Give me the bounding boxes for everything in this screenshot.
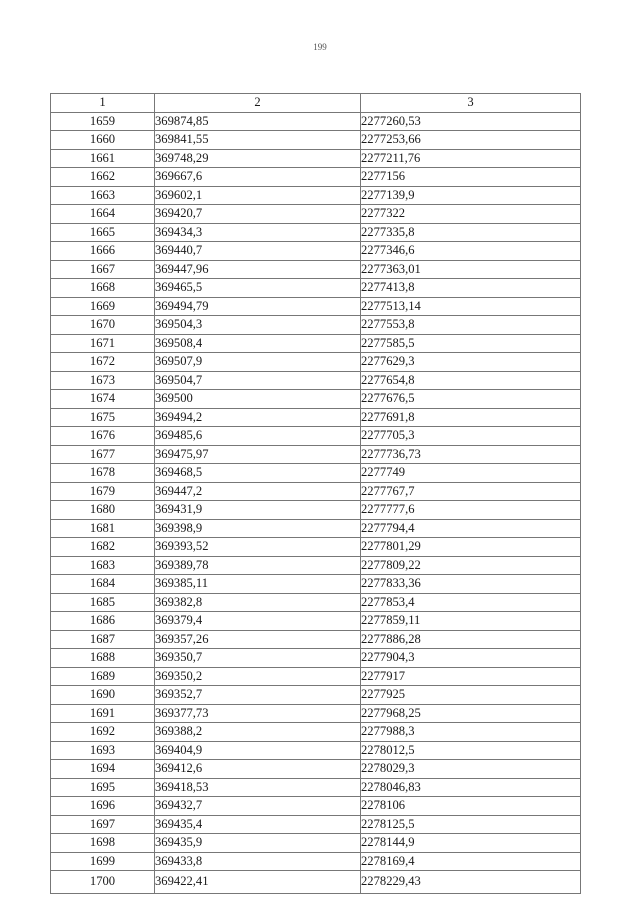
table-row xyxy=(51,390,581,409)
point-number-cell: 1685 xyxy=(51,593,155,612)
point-number-cell: 1670 xyxy=(51,316,155,335)
point-number-cell: 1672 xyxy=(51,353,155,372)
point-number-cell: 1676 xyxy=(51,427,155,446)
point-number-cell: 1662 xyxy=(51,168,155,187)
y-coordinate-cell: 2277853,4 xyxy=(361,593,581,612)
table-row xyxy=(51,797,581,816)
y-coordinate-cell: 2277139,9 xyxy=(361,186,581,205)
point-number-cell: 1665 xyxy=(51,223,155,242)
table-row xyxy=(51,260,581,279)
y-coordinate-cell: 2277691,8 xyxy=(361,408,581,427)
table-row xyxy=(51,408,581,427)
y-coordinate-cell: 2277585,5 xyxy=(361,334,581,353)
x-coordinate-cell: 369465,5 xyxy=(155,279,361,298)
point-number-cell: 1686 xyxy=(51,612,155,631)
table-header-row xyxy=(51,94,581,113)
point-number-cell: 1691 xyxy=(51,704,155,723)
y-coordinate-cell: 2278106 xyxy=(361,797,581,816)
y-coordinate-cell: 2278144,9 xyxy=(361,834,581,853)
point-number-cell: 1667 xyxy=(51,260,155,279)
table-row xyxy=(51,482,581,501)
y-coordinate-cell: 2277211,76 xyxy=(361,149,581,168)
point-number-cell: 1698 xyxy=(51,834,155,853)
point-number-cell: 1679 xyxy=(51,482,155,501)
table-row xyxy=(51,371,581,390)
page-number: 199 xyxy=(313,42,327,52)
table-row xyxy=(51,852,581,871)
y-coordinate-cell: 2277346,6 xyxy=(361,242,581,261)
point-number-cell: 1696 xyxy=(51,797,155,816)
point-number-cell: 1694 xyxy=(51,760,155,779)
x-coordinate-cell: 369447,96 xyxy=(155,260,361,279)
table-row xyxy=(51,168,581,187)
point-number-cell: 1674 xyxy=(51,390,155,409)
table-row xyxy=(51,131,581,150)
x-coordinate-cell: 369841,55 xyxy=(155,131,361,150)
x-coordinate-cell: 369422,41 xyxy=(155,871,361,894)
x-coordinate-cell: 369420,7 xyxy=(155,205,361,224)
y-coordinate-cell: 2277925 xyxy=(361,686,581,705)
point-number-cell: 1699 xyxy=(51,852,155,871)
table-row xyxy=(51,871,581,894)
table-row xyxy=(51,186,581,205)
table-row xyxy=(51,242,581,261)
x-coordinate-cell: 369507,9 xyxy=(155,353,361,372)
y-coordinate-cell: 2278125,5 xyxy=(361,815,581,834)
point-number-cell: 1677 xyxy=(51,445,155,464)
y-coordinate-cell: 2277968,25 xyxy=(361,704,581,723)
point-number-cell: 1675 xyxy=(51,408,155,427)
table-row xyxy=(51,112,581,131)
y-coordinate-cell: 2277253,66 xyxy=(361,131,581,150)
y-coordinate-cell: 2277749 xyxy=(361,464,581,483)
table-row xyxy=(51,501,581,520)
y-coordinate-cell: 2277801,29 xyxy=(361,538,581,557)
x-coordinate-cell: 369504,3 xyxy=(155,316,361,335)
table-row xyxy=(51,612,581,631)
point-number-cell: 1700 xyxy=(51,871,155,894)
point-number-cell: 1690 xyxy=(51,686,155,705)
x-coordinate-cell: 369468,5 xyxy=(155,464,361,483)
point-number-cell: 1661 xyxy=(51,149,155,168)
table-row xyxy=(51,205,581,224)
table-row xyxy=(51,649,581,668)
y-coordinate-cell: 2277809,22 xyxy=(361,556,581,575)
x-coordinate-cell: 369404,9 xyxy=(155,741,361,760)
x-coordinate-cell: 369447,2 xyxy=(155,482,361,501)
y-coordinate-cell: 2277363,01 xyxy=(361,260,581,279)
point-number-cell: 1664 xyxy=(51,205,155,224)
x-coordinate-cell: 369667,6 xyxy=(155,168,361,187)
table-row xyxy=(51,297,581,316)
point-number-cell: 1683 xyxy=(51,556,155,575)
y-coordinate-cell: 2278029,3 xyxy=(361,760,581,779)
y-coordinate-cell: 2277413,8 xyxy=(361,279,581,298)
table-row xyxy=(51,760,581,779)
table-row xyxy=(51,834,581,853)
y-coordinate-cell: 2277767,7 xyxy=(361,482,581,501)
table-row xyxy=(51,353,581,372)
x-coordinate-cell: 369874,85 xyxy=(155,112,361,131)
x-coordinate-cell: 369435,4 xyxy=(155,815,361,834)
x-coordinate-cell: 369602,1 xyxy=(155,186,361,205)
point-number-cell: 1678 xyxy=(51,464,155,483)
x-coordinate-cell: 369393,52 xyxy=(155,538,361,557)
x-coordinate-cell: 369385,11 xyxy=(155,575,361,594)
x-coordinate-cell: 369389,78 xyxy=(155,556,361,575)
x-coordinate-cell: 369350,2 xyxy=(155,667,361,686)
point-number-cell: 1681 xyxy=(51,519,155,538)
table-row xyxy=(51,741,581,760)
y-coordinate-cell: 2277654,8 xyxy=(361,371,581,390)
point-number-cell: 1689 xyxy=(51,667,155,686)
x-coordinate-cell: 369494,79 xyxy=(155,297,361,316)
y-coordinate-cell: 2278012,5 xyxy=(361,741,581,760)
point-number-cell: 1680 xyxy=(51,501,155,520)
x-coordinate-cell: 369475,97 xyxy=(155,445,361,464)
y-coordinate-cell: 2277322 xyxy=(361,205,581,224)
x-coordinate-cell: 369435,9 xyxy=(155,834,361,853)
x-coordinate-cell: 369494,2 xyxy=(155,408,361,427)
x-coordinate-cell: 369434,3 xyxy=(155,223,361,242)
table-row xyxy=(51,556,581,575)
table-row xyxy=(51,778,581,797)
y-coordinate-cell: 2277794,4 xyxy=(361,519,581,538)
y-coordinate-cell: 2278169,4 xyxy=(361,852,581,871)
table-body xyxy=(51,112,581,894)
table-row xyxy=(51,316,581,335)
table-row xyxy=(51,723,581,742)
table-row xyxy=(51,334,581,353)
x-coordinate-cell: 369431,9 xyxy=(155,501,361,520)
y-coordinate-cell: 2277629,3 xyxy=(361,353,581,372)
point-number-cell: 1671 xyxy=(51,334,155,353)
coordinates-table xyxy=(50,93,581,894)
table-row xyxy=(51,593,581,612)
table-row xyxy=(51,519,581,538)
point-number-cell: 1692 xyxy=(51,723,155,742)
x-coordinate-cell: 369748,29 xyxy=(155,149,361,168)
x-coordinate-cell: 369388,2 xyxy=(155,723,361,742)
table-row xyxy=(51,464,581,483)
column-header-2: 2 xyxy=(155,94,361,113)
y-coordinate-cell: 2277904,3 xyxy=(361,649,581,668)
point-number-cell: 1659 xyxy=(51,112,155,131)
table-row xyxy=(51,815,581,834)
x-coordinate-cell: 369418,53 xyxy=(155,778,361,797)
point-number-cell: 1668 xyxy=(51,279,155,298)
point-number-cell: 1684 xyxy=(51,575,155,594)
x-coordinate-cell: 369412,6 xyxy=(155,760,361,779)
y-coordinate-cell: 2277917 xyxy=(361,667,581,686)
table-row xyxy=(51,538,581,557)
y-coordinate-cell: 2277777,6 xyxy=(361,501,581,520)
table-row xyxy=(51,575,581,594)
x-coordinate-cell: 369398,9 xyxy=(155,519,361,538)
table-row xyxy=(51,149,581,168)
table-row xyxy=(51,630,581,649)
y-coordinate-cell: 2277988,3 xyxy=(361,723,581,742)
y-coordinate-cell: 2277833,36 xyxy=(361,575,581,594)
point-number-cell: 1688 xyxy=(51,649,155,668)
x-coordinate-cell: 369382,8 xyxy=(155,593,361,612)
point-number-cell: 1673 xyxy=(51,371,155,390)
point-number-cell: 1695 xyxy=(51,778,155,797)
y-coordinate-cell: 2277156 xyxy=(361,168,581,187)
y-coordinate-cell: 2277705,3 xyxy=(361,427,581,446)
x-coordinate-cell: 369432,7 xyxy=(155,797,361,816)
x-coordinate-cell: 369357,26 xyxy=(155,630,361,649)
y-coordinate-cell: 2277335,8 xyxy=(361,223,581,242)
point-number-cell: 1666 xyxy=(51,242,155,261)
table-row xyxy=(51,223,581,242)
x-coordinate-cell: 369504,7 xyxy=(155,371,361,390)
x-coordinate-cell: 369379,4 xyxy=(155,612,361,631)
point-number-cell: 1660 xyxy=(51,131,155,150)
x-coordinate-cell: 369433,8 xyxy=(155,852,361,871)
y-coordinate-cell: 2277260,53 xyxy=(361,112,581,131)
point-number-cell: 1669 xyxy=(51,297,155,316)
y-coordinate-cell: 2277513,14 xyxy=(361,297,581,316)
table-row xyxy=(51,667,581,686)
x-coordinate-cell: 369485,6 xyxy=(155,427,361,446)
x-coordinate-cell: 369508,4 xyxy=(155,334,361,353)
point-number-cell: 1687 xyxy=(51,630,155,649)
x-coordinate-cell: 369352,7 xyxy=(155,686,361,705)
column-header-3: 3 xyxy=(361,94,581,113)
table-row xyxy=(51,279,581,298)
y-coordinate-cell: 2278229,43 xyxy=(361,871,581,894)
point-number-cell: 1693 xyxy=(51,741,155,760)
point-number-cell: 1682 xyxy=(51,538,155,557)
y-coordinate-cell: 2277553,8 xyxy=(361,316,581,335)
x-coordinate-cell: 369377,73 xyxy=(155,704,361,723)
point-number-cell: 1697 xyxy=(51,815,155,834)
point-number-cell: 1663 xyxy=(51,186,155,205)
y-coordinate-cell: 2278046,83 xyxy=(361,778,581,797)
table-row xyxy=(51,427,581,446)
y-coordinate-cell: 2277886,28 xyxy=(361,630,581,649)
y-coordinate-cell: 2277736,73 xyxy=(361,445,581,464)
x-coordinate-cell: 369350,7 xyxy=(155,649,361,668)
column-header-1: 1 xyxy=(51,94,155,113)
x-coordinate-cell: 369500 xyxy=(155,390,361,409)
table-row xyxy=(51,686,581,705)
x-coordinate-cell: 369440,7 xyxy=(155,242,361,261)
y-coordinate-cell: 2277859,11 xyxy=(361,612,581,631)
table-row xyxy=(51,704,581,723)
table-row xyxy=(51,445,581,464)
y-coordinate-cell: 2277676,5 xyxy=(361,390,581,409)
